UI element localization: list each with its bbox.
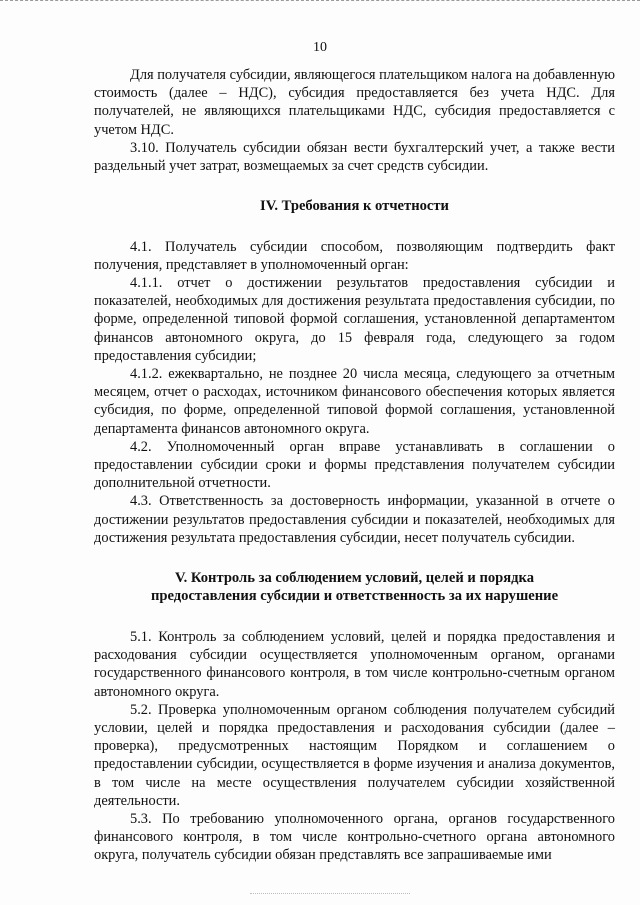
paragraph-4-1-1: 4.1.1. отчет о достижении результатов предоставления субсидии и показателей, необходимых для достижения результата предоставления субсидии, по форме, определенной типовой формой соглашения, установленной департаментом финансов автономного округа, до 15 февраля года, следующего за годом предоставления субсидии; bbox=[94, 275, 615, 364]
page-number: 10 bbox=[313, 40, 327, 55]
paragraph-vat: Для получателя субсидии, являющегося плательщиком налога на добавленную стоимость (далее – НДС), субсидия предоставляется без учета НДС. Для получателей, не являющихся плательщиками НДС, субсидия предоставляется с учетом НДС. bbox=[94, 67, 616, 138]
paragraph-5-1: 5.1. Контроль за соблюдением условий, целей и порядка предоставления и расходования субсидии осуществляется уполномоченным органом, органами государственного финансового контроля, в том числе контрольно-счетным органом автономного округа. bbox=[94, 628, 615, 700]
paragraph-5-2: 5.2. Проверка уполномоченным органом соблюдения получателем субсидий условии, целей и порядка предоставления и расходования субсидии (далее – проверка), предусмотренных настоящим Порядком и соглашением о предоставлении субсидии, осуществляется в форме изучения и анализа документов, в том числе на месте осуществления получателем субсидии хозяйственной деятельности. bbox=[94, 701, 615, 809]
paragraph-4-1: 4.1. Получатель субсидии способом, позволяющим подтвердить факт получения, представляет в уполномоченный орган: bbox=[94, 238, 615, 273]
section-5-heading-line-2: предоставления субсидии и ответственность за их нарушение bbox=[150, 588, 559, 605]
section-4-heading: IV. Требования к отчетности bbox=[260, 198, 449, 215]
paragraph-4-3: 4.3. Ответственность за достоверность информации, указанной в отчете о достижении результатов предоставления субсидии и показателей, необходимых для достижения результата предоставления субсидии, несет получатель субсидии. bbox=[94, 493, 615, 546]
scan-top-edge bbox=[0, 0, 640, 4]
paragraph-5-3: 5.3. По требованию уполномоченного органа, органов государственного финансового контроля, в том числе контрольно-счетного органа автономного округа, получатель субсидии обязан представлять все запрашиваемые ими bbox=[94, 810, 615, 864]
paragraph-3-10: 3.10. Получатель субсидии обязан вести бухгалтерский учет, а также вести раздельный учет затрат, возмещаемых за счет средств субсидии. bbox=[94, 139, 615, 175]
paragraph-4-1-2: 4.1.2. ежеквартально, не позднее 20 числа месяца, следующего за отчетным месяцем, отчет о расходах, источником финансового обеспечения которых является субсидия, по форме, определенной типовой формой соглашения, установленной департамента финансов автономного округа. bbox=[94, 366, 615, 437]
paragraph-4-2: 4.2. Уполномоченный орган вправе устанавливать в соглашении о предоставлении субсидии сроки и формы представления получателем субсидии дополнительной отчетности. bbox=[94, 438, 615, 492]
document-body bbox=[94, 66, 615, 865]
section-5-heading-line-1: V. Контроль за соблюдением условий, целей и порядка bbox=[174, 570, 535, 587]
scan-bottom-edge bbox=[250, 893, 410, 895]
section-5-heading bbox=[94, 569, 615, 606]
